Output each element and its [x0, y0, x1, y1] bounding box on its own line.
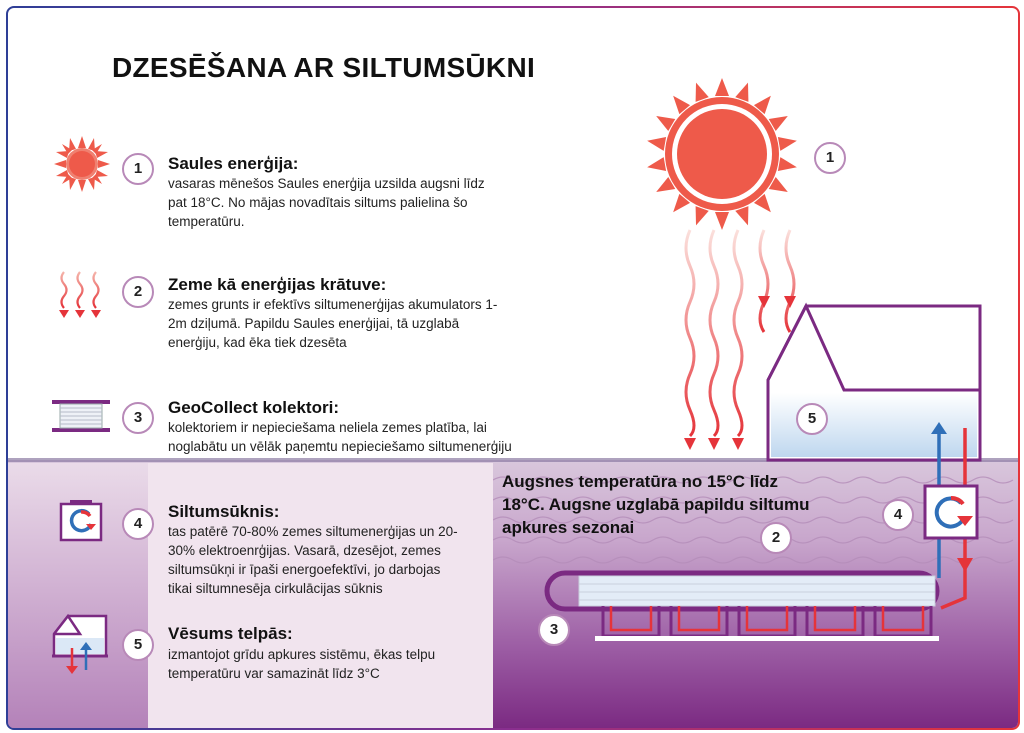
- sun-icon: [52, 134, 112, 194]
- page-title: DZESĒŠANA AR SILTUMSŪKNI: [112, 52, 536, 83]
- legend-number-3: 3: [122, 402, 154, 434]
- legend-desc-3: kolektoriem ir nepieciešama neliela zemes platība, lai noglabātu un vēlāk paņemtu nepieciešamo siltumenerģiju: [168, 420, 512, 454]
- legend-title-2: Zeme kā enerģijas krātuve:: [168, 275, 387, 294]
- legend-desc-2: zemes grunts ir efektīvs siltumenerģijas akumulators 1-2m dziļumā. Papildu Saules enerģijai, tā uzglabā enerģiju, kad ēka tiek dzesēta: [168, 297, 498, 350]
- diagram-marker-4: 4: [882, 499, 914, 531]
- legend-title-3: GeoCollect kolektori:: [168, 398, 339, 417]
- legend-number-2: 2: [122, 276, 154, 308]
- house-icon: [48, 610, 112, 676]
- legend-title-4: Siltumsūknis:: [168, 502, 280, 521]
- legend-number-4: 4: [122, 508, 154, 540]
- diagram-marker-1: 1: [814, 142, 846, 174]
- legend-title-5: Vēsums telpās:: [168, 624, 293, 643]
- diagram-marker-3: 3: [538, 614, 570, 646]
- legend-desc-4: tas patērē 70-80% zemes siltumenerģijas un 20-30% elektroenrģijas. Vasarā, dzesējot, zemes siltumsūkņi ir īpaši energoefektīvi, jo darbojas tikai siltumnesēja cirkulācijas sūknis: [168, 524, 458, 596]
- collector-icon: [50, 398, 112, 434]
- heat-waves-icon: [52, 270, 108, 320]
- legend-desc-1: vasaras mēnešos Saules enerģija uzsilda augsni līdz pat 18°C. No mājas novadītais siltums palielina šo temperatūru.: [168, 176, 485, 229]
- legend-number-5: 5: [122, 629, 154, 661]
- legend-desc-5: izmantojot grīdu apkures sistēmu, ēkas telpu temperatūru var samazināt līdz 3°C: [168, 647, 436, 681]
- heat-pump-icon: [58, 498, 104, 544]
- diagram-marker-2: 2: [760, 522, 792, 554]
- ground-temperature-label: Augsnes temperatūra no 15°C līdz 18°C. Augsne uzglabā papildu siltumu apkures sezonai: [502, 472, 810, 537]
- infographic-frame: [6, 6, 1020, 730]
- legend-title-1: Saules enerģija:: [168, 154, 299, 173]
- diagram-marker-5: 5: [796, 403, 828, 435]
- legend-number-1: 1: [122, 153, 154, 185]
- big-sun-icon: [642, 74, 802, 234]
